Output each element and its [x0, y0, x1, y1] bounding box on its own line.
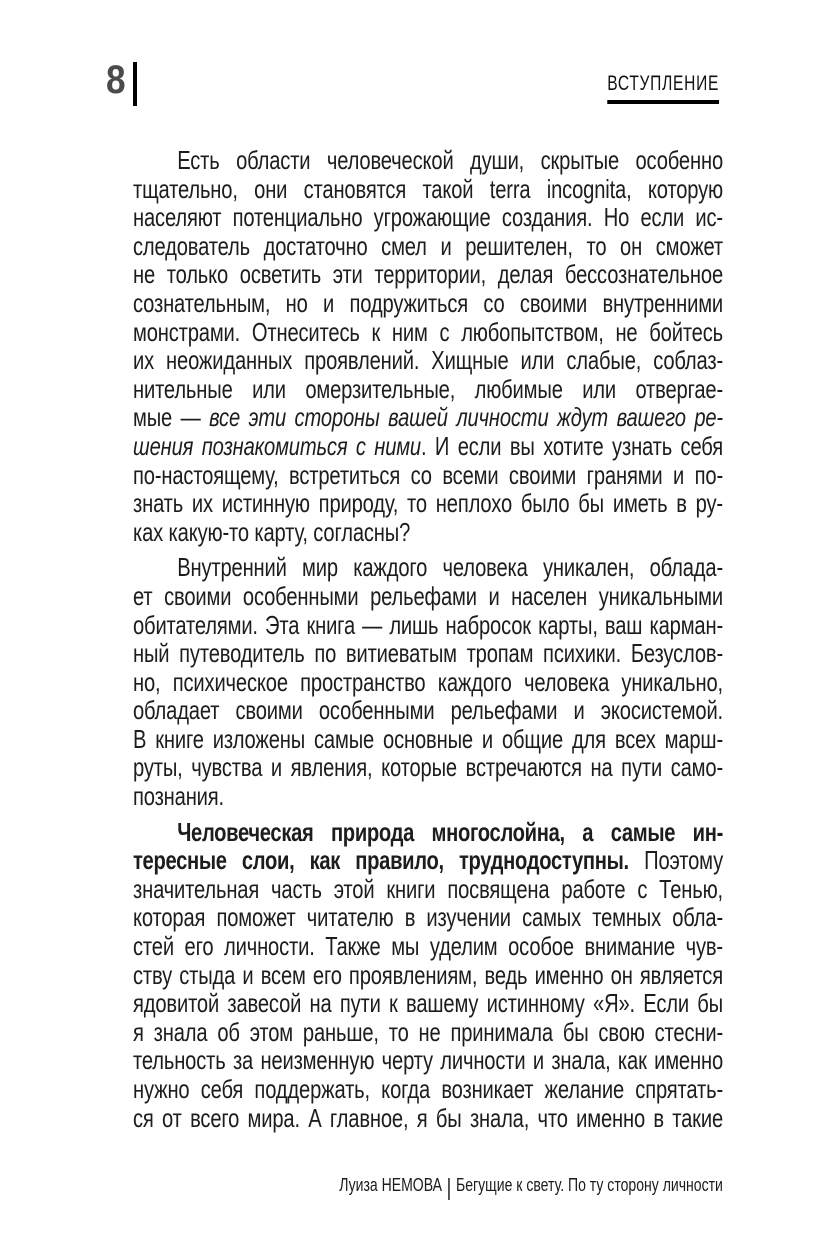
text-line: [133, 553, 723, 582]
text-line: [133, 846, 723, 875]
text-run: которая поможет читателю в изучении самых темных обла-: [133, 902, 724, 933]
text-run: шения познакомиться с ними: [133, 430, 421, 461]
paragraph: [133, 553, 723, 810]
text-run: их неожиданных проявлений. Хищные или слабые, соблаз-: [133, 345, 724, 376]
text-run: Есть области человеческой души, скрытые особенно: [177, 145, 724, 175]
text-line: [133, 432, 723, 461]
page-number: 8: [106, 58, 125, 102]
body-text: [133, 146, 723, 1139]
footer-author: Луиза НЕМОВА: [339, 1175, 443, 1195]
text-run: сознательным, но и подружиться со своими внутренними: [133, 287, 724, 318]
text-run: обитателями. Эта книга — лишь набросок карты, ваш карман-: [133, 609, 724, 640]
text-run: познания.: [133, 781, 225, 812]
text-line: [133, 518, 723, 547]
text-run: мые —: [133, 402, 210, 433]
text-run: ядовитой завесой на пути к вашему истинному «Я». Если бы: [133, 988, 724, 1019]
text-run: Поэтому: [628, 845, 724, 876]
text-line: [133, 818, 723, 847]
text-run: монстрами. Отнеситесь к ним с любопытством, не бойтесь: [133, 316, 724, 347]
text-run: все эти стороны вашей личности ждут вашего ре-: [209, 402, 723, 433]
text-run: значительная часть этой книги посвящена работе с Тенью,: [133, 873, 724, 904]
text-line: [133, 175, 723, 204]
text-run: ся от всего мира. А главное, я бы знала, что именно в такие: [133, 1102, 724, 1133]
text-run: ках какую-то карту, согласны?: [133, 516, 411, 547]
text-line: [133, 725, 723, 754]
text-line: [133, 375, 723, 404]
text-line: [133, 346, 723, 375]
text-line: [133, 639, 723, 668]
text-run: стей его личности. Также мы уделим особое внимание чув-: [133, 931, 724, 962]
text-line: [133, 1075, 723, 1104]
text-line: [133, 611, 723, 640]
text-line: [133, 1018, 723, 1047]
text-run: следователь достаточно смел и решителен, то он сможет: [133, 230, 724, 261]
text-line: [133, 289, 723, 318]
text-run: В книге изложены самые основные и общие для всех марш-: [133, 723, 724, 754]
text-line: [133, 696, 723, 725]
text-line: [133, 932, 723, 961]
paragraph: [133, 818, 723, 1133]
text-run: нужно себя поддержать, когда возникает желание спрятать-: [133, 1074, 724, 1104]
text-run: ет своими особенными рельефами и населен уникальными: [133, 580, 724, 611]
text-run: ству стыда и всем его проявлениям, ведь именно он является: [133, 959, 724, 990]
text-line: [133, 461, 723, 490]
text-run: Внутренний мир каждого человека уникален, облада-: [177, 552, 724, 583]
footer-book-title: Бегущие к свету. По ту сторону личности: [456, 1175, 723, 1195]
text-line: [133, 1104, 723, 1133]
text-run: я знала об этом раньше, то не принимала бы свою стесни-: [133, 1016, 724, 1047]
text-run: ный путеводитель по витиеватым тропам психики. Безуслов-: [133, 638, 724, 669]
text-run: нительные или омерзительные, любимые или отвергае-: [133, 373, 724, 404]
text-line: [133, 403, 723, 432]
text-run: . И если вы хотите узнать себя: [420, 430, 724, 461]
text-run: населяют потенциально угрожающие создания. Но если ис-: [133, 202, 724, 233]
paragraph: [133, 146, 723, 546]
page-footer: Луиза НЕМОВА | Бегущие к свету. По ту сторону личности: [339, 1174, 723, 1200]
text-line: [133, 318, 723, 347]
text-line: [133, 232, 723, 261]
text-line: [133, 582, 723, 611]
page-number-rule: [133, 62, 137, 106]
text-run: тересные слои, как правило, труднодоступны.: [133, 845, 629, 876]
text-line: [133, 489, 723, 518]
text-line: [133, 875, 723, 904]
text-line: [133, 961, 723, 990]
text-run: Человеческая природа многослойна, а самые ин-: [177, 816, 724, 847]
text-line: [133, 260, 723, 289]
text-run: руты, чувства и явления, которые встречаются на пути само-: [133, 752, 724, 783]
text-line: [133, 989, 723, 1018]
text-line: [133, 668, 723, 697]
text-run: тельность за неизменную черту личности и знала, как именно: [133, 1045, 724, 1076]
text-line: [133, 203, 723, 232]
text-line: [133, 782, 723, 811]
text-run: обладает своими особенными рельефами и экосистемой.: [133, 695, 724, 726]
text-run: но, психическое пространство каждого человека уникально,: [133, 666, 724, 697]
text-run: тщательно, они становятся такой terra incognita, которую: [133, 173, 724, 204]
text-line: [133, 903, 723, 932]
text-line: [133, 753, 723, 782]
section-header: ВСТУПЛЕНИЕ: [607, 73, 719, 104]
text-run: не только осветить эти территории, делая бессознательное: [133, 259, 724, 290]
text-run: знать их истинную природу, то неплохо было бы иметь в ру-: [133, 488, 724, 519]
text-line: [133, 146, 723, 175]
text-line: [133, 1046, 723, 1075]
text-run: по-настоящему, встретиться со всеми своими гранями и по-: [133, 459, 724, 490]
